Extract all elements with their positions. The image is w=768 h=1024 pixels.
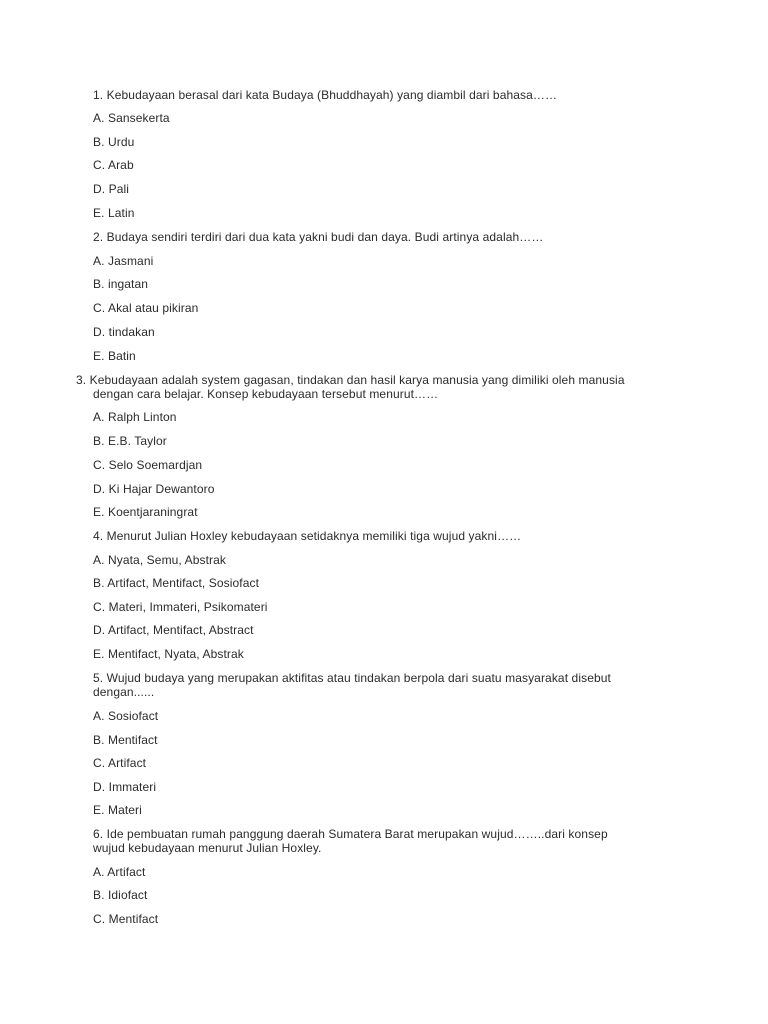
question-5-line-1: 5. Wujud budaya yang merupakan aktifitas atau tindakan berpola dari suatu masyarakat disebut — [93, 671, 611, 685]
option-1c: C. Arab — [93, 158, 134, 172]
option-4b: B. Artifact, Mentifact, Sosiofact — [93, 576, 260, 590]
option-3c: C. Selo Soemardjan — [93, 458, 203, 472]
option-3a: A. Ralph Linton — [93, 410, 177, 424]
option-6a: A. Artifact — [93, 865, 146, 879]
option-6b: B. Idiofact — [93, 888, 148, 902]
question-2: 2. Budaya sendiri terdiri dari dua kata yakni budi dan daya. Budi artinya adalah…… — [93, 230, 544, 244]
option-2d: D. tindakan — [93, 325, 155, 339]
question-4: 4. Menurut Julian Hoxley kebudayaan setidaknya memiliki tiga wujud yakni…… — [93, 529, 522, 543]
question-3-line-2: dengan cara belajar. Konsep kebudayaan tersebut menurut…… — [93, 387, 439, 401]
question-1: 1. Kebudayaan berasal dari kata Budaya (Bhuddhayah) yang diambil dari bahasa…… — [93, 88, 558, 102]
option-5c: C. Artifact — [93, 756, 147, 770]
option-5e: E. Materi — [93, 803, 142, 817]
option-4e: E. Mentifact, Nyata, Abstrak — [93, 647, 244, 661]
option-4d: D. Artifact, Mentifact, Abstract — [93, 623, 254, 637]
option-2a: A. Jasmani — [93, 254, 154, 268]
option-3d: D. Ki Hajar Dewantoro — [93, 482, 215, 496]
question-6-line-1: 6. Ide pembuatan rumah panggung daerah Sumatera Barat merupakan wujud……..dari konsep — [93, 827, 608, 841]
option-3e: E. Koentjaraningrat — [93, 505, 198, 519]
option-5d: D. Immateri — [93, 780, 157, 794]
question-3-line-1: 3. Kebudayaan adalah system gagasan, tindakan dan hasil karya manusia yang dimiliki oleh manusia — [76, 373, 625, 387]
option-1b: B. Urdu — [93, 135, 135, 149]
option-4c: C. Materi, Immateri, Psikomateri — [93, 600, 268, 614]
option-5b: B. Mentifact — [93, 733, 158, 747]
option-2b: B. ingatan — [93, 277, 149, 291]
question-5-line-2: dengan...... — [93, 685, 155, 699]
option-3b: B. E.B. Taylor — [93, 434, 167, 448]
option-1a: A. Sansekerta — [93, 111, 170, 125]
option-1d: D. Pali — [93, 182, 130, 196]
option-2e: E. Batin — [93, 349, 136, 363]
option-2c: C. Akal atau pikiran — [93, 301, 199, 315]
option-6c: C. Mentifact — [93, 912, 159, 926]
option-1e: E. Latin — [93, 206, 135, 220]
option-4a: A. Nyata, Semu, Abstrak — [93, 553, 227, 567]
question-6-line-2: wujud kebudayaan menurut Julian Hoxley. — [93, 841, 322, 855]
option-5a: A. Sosiofact — [93, 709, 159, 723]
